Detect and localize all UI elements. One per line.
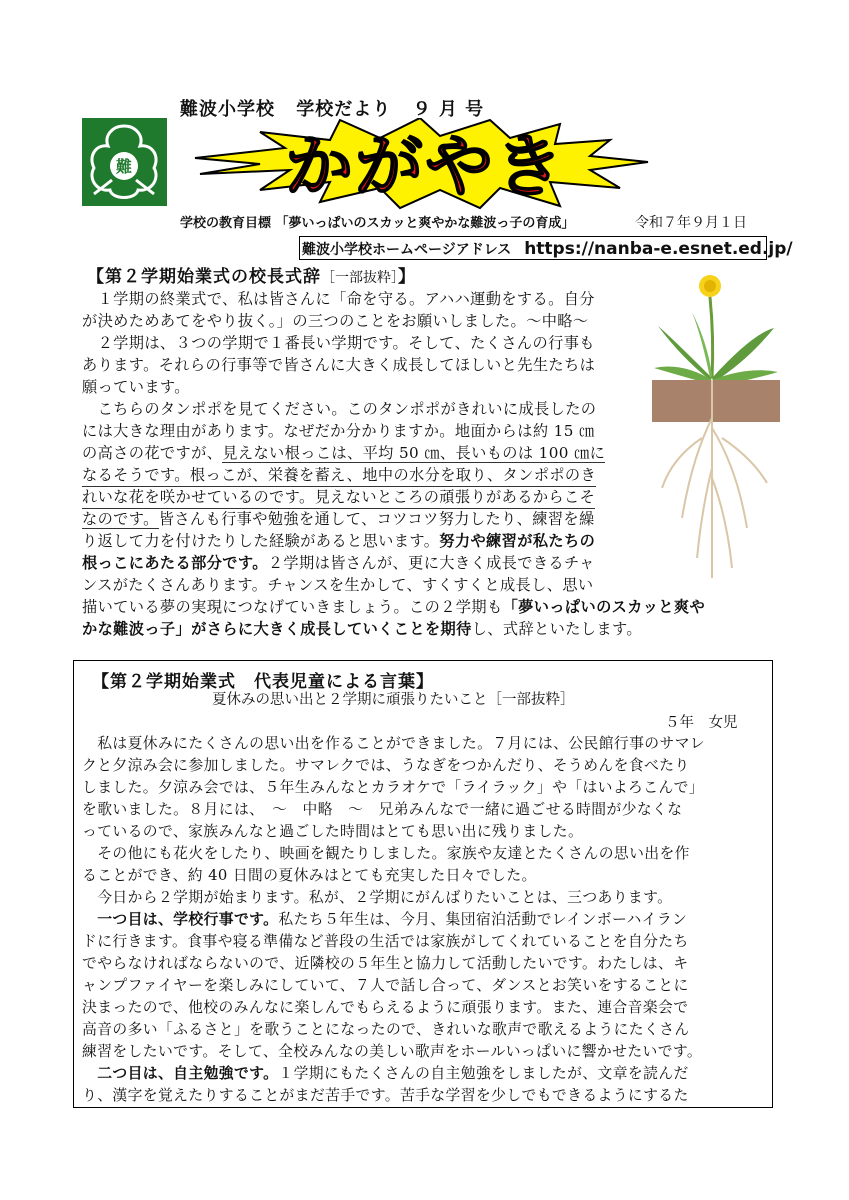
s1-line: り返して力を付けたりした経験があると思います。努力や練習が私たちの bbox=[82, 532, 596, 550]
s1-line: の高さの花ですが、見えない根っこは、平均 50 ㎝、長いものは 100 ㎝に bbox=[82, 444, 606, 462]
s1-line: なのです。皆さんも行事や勉強を通して、コツコツ努力したり、練習を繰 bbox=[82, 510, 595, 528]
s2-line: 二つ目は、自主勉強です。１学期にもたくさんの自主勉強をしましたが、文章を読んだ bbox=[82, 1065, 689, 1082]
s2-line: しました。夕涼み会では、５年生みんなとカラオケで「ライラック」や「はいよろこんで」 bbox=[82, 779, 705, 796]
s1-line: れいな花を咲かせているのです。見えないところの頑張りがあるからこそ bbox=[82, 486, 595, 509]
section1-title: 【第２学期始業式の校長式辞［一部抜粋］】 bbox=[87, 267, 416, 287]
issue-date: 令和７年９月１日 bbox=[635, 215, 747, 231]
s2-line: でやらなければならないので、近隣校の５年生と協力して活動したいです。わたしは、キ bbox=[82, 955, 689, 972]
section2-title: 【第２学期始業式 代表児童による言葉】 bbox=[92, 672, 434, 692]
s1-line: ンスがたくさんあります。チャンスを生かして、すくすくと成長し、思い bbox=[82, 576, 594, 594]
s1-line: 根っこにあたる部分です。２学期は皆さんが、更に大きく成長できるチャ bbox=[82, 554, 595, 572]
s2-line: を歌いました。８月には、 ～ 中略 ～ 兄弟みんなで一緒に過ごせる時間が少なくな bbox=[82, 801, 683, 818]
section2-subtitle: 夏休みの思い出と２学期に頑張りたいこと［一部抜粋］ bbox=[212, 692, 575, 708]
s1-line: あります。それらの行事等で皆さんに大きく成長してほしいと先生たちは bbox=[82, 356, 596, 374]
title-banner bbox=[190, 118, 650, 210]
s2-line: っているので、家族みんなと過ごした時間はとても思い出に残りました。 bbox=[82, 823, 584, 840]
s2-line: り、漢字を覚えたりすることがまだ苦手です。苦手な学習を少しでもできるようにするた bbox=[82, 1087, 689, 1104]
homepage-label: 難波小学校ホームページアドレス bbox=[302, 242, 512, 258]
s2-line: その他にも花火をしたり、映画を観たりしました。家族や友達とたくさんの思い出を作 bbox=[82, 845, 690, 862]
s2-line: 一つ目は、学校行事です。私たち５年生は、今月、集団宿泊活動でレインボーハイラン bbox=[82, 911, 688, 928]
homepage-box bbox=[299, 236, 793, 260]
goal-text: 学校の教育目標 「夢いっぱいのスカッと爽やかな難波っ子の育成」 bbox=[180, 216, 575, 231]
s2-line: ャンプファイヤーを楽しみにしていて、７人で話し合って、ダンスとお笑いをすることに bbox=[82, 977, 689, 994]
s2-line: 決まったので、他校のみんなに楽しんでもらえるように頑張ります。また、連合音楽会で bbox=[82, 999, 689, 1016]
s1-line: には大きな理由があります。なぜだか分かりますか。地面からは約 15 ㎝ bbox=[82, 422, 595, 440]
s2-line: クと夕涼み会に参加しました。サマレクでは、うなぎをつかんだり、そうめんを食べたり bbox=[82, 757, 690, 774]
school-logo bbox=[82, 118, 167, 206]
newsletter-name: 学校だより bbox=[296, 99, 392, 120]
s2-line: 高音の多い「ふるさと」を歌うことになったので、きれいな歌声で歌えるようにたくさん bbox=[82, 1021, 690, 1038]
s2-line: ることができ、約 40 日間の夏休みはとても充実した日々でした。 bbox=[82, 867, 537, 884]
s1-line: が決めためあてをやり抜く。」の三つのことをお願いしました。～中略～ bbox=[82, 312, 589, 330]
issue-month: ９ 月 号 bbox=[412, 99, 485, 120]
s1-line: １学期の終業式で、私は皆さんに「命を守る。アハハ運動をする。自分 bbox=[82, 290, 595, 308]
homepage-url[interactable]: https://nanba-e.esnet.ed.jp/ bbox=[524, 239, 793, 259]
dandelion-illustration bbox=[652, 268, 780, 583]
s1-line: こちらのタンポポを見てください。このタンポポがきれいに成長したの bbox=[82, 400, 597, 418]
s1-line: 描いている夢の実現につなげていきましょう。この２学期も「夢いっぱいのスカッと爽や bbox=[82, 598, 706, 616]
s2-line: ドに行きます。食事や寝る準備など普段の生活では家族がしてくれていることを自分たち bbox=[82, 933, 689, 950]
s1-line: かな難波っ子」がさらに大きく成長していくことを期待し、式辞といたします。 bbox=[82, 620, 642, 638]
s2-line: 私は夏休みにたくさんの思い出を作ることができました。７月には、公民館行事のサマレ bbox=[82, 735, 706, 752]
speech-author: ５年 女児 bbox=[665, 715, 738, 731]
school-name: 難波小学校 bbox=[180, 99, 275, 120]
banner-title: かがやき bbox=[284, 128, 566, 207]
s2-line: 今日から２学期が始まります。私が、２学期にがんばりたいことは、三つあります。 bbox=[82, 889, 673, 906]
s1-line: ２学期は、３つの学期で１番長い学期です。そして、たくさんの行事も bbox=[82, 334, 595, 352]
s1-line: なるそうです。根っこが、栄養を蓄え、地中の水分を取り、タンポポのき bbox=[82, 464, 596, 487]
logo-text: 難 bbox=[115, 157, 133, 176]
education-goal bbox=[180, 212, 747, 231]
s2-line: 練習をしたいです。そして、全校みんなの美しい歌声をホールいっぱいに響かせたいです。 bbox=[82, 1043, 703, 1060]
s1-line: 願っています。 bbox=[82, 378, 190, 396]
